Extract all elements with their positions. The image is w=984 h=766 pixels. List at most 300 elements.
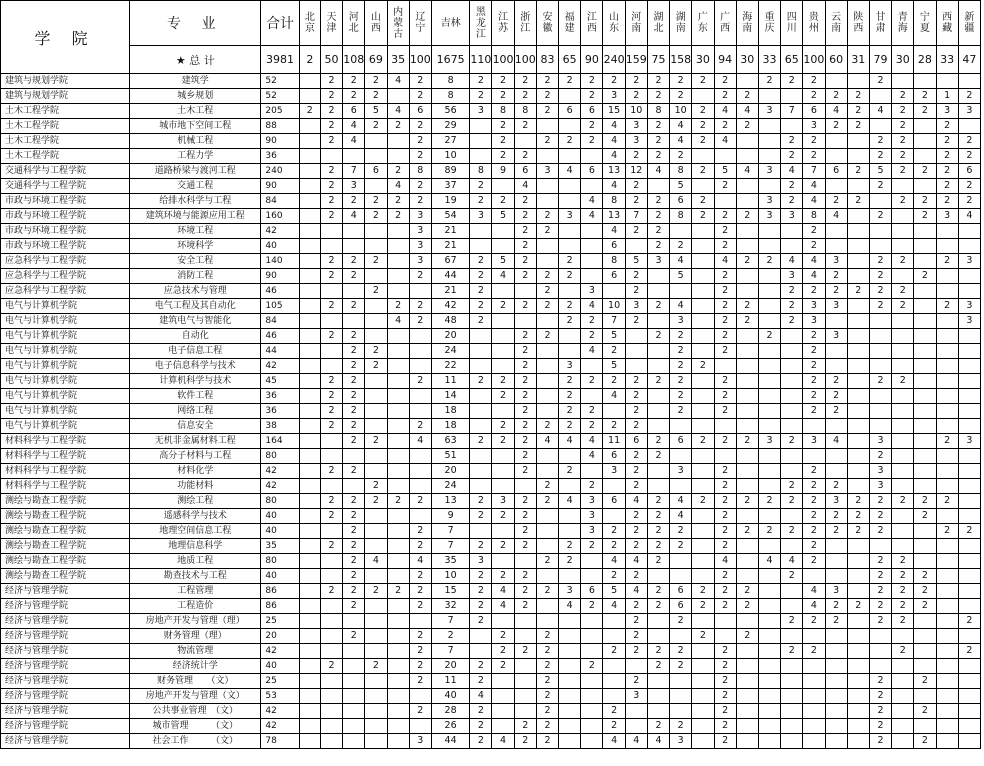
quota-cell: 2 [365, 74, 387, 89]
quota-cell: 2 [514, 719, 536, 734]
quota-cell: 2 [536, 674, 558, 689]
table-row [1, 689, 981, 704]
quota-cell: 2 [409, 584, 431, 599]
quota-cell [492, 614, 514, 629]
quota-cell [647, 419, 669, 434]
quota-cell: 2 [409, 299, 431, 314]
quota-cell [958, 704, 980, 719]
quota-cell: 2 [647, 449, 669, 464]
quota-cell [958, 494, 980, 509]
quota-cell: 2 [914, 104, 936, 119]
quota-cell [914, 119, 936, 134]
quota-cell: 2 [320, 164, 342, 179]
quota-cell: 4 [514, 179, 536, 194]
quota-cell [736, 539, 758, 554]
quota-cell [387, 149, 409, 164]
college-cell: 经济与管理学院 [1, 734, 130, 749]
quota-cell: 2 [492, 134, 514, 149]
quota-cell: 10 [670, 104, 692, 119]
quota-cell: 2 [869, 149, 891, 164]
total-cell: 44 [261, 344, 299, 359]
quota-cell [958, 74, 980, 89]
quota-cell [387, 524, 409, 539]
quota-cell: 2 [692, 209, 714, 224]
quota-cell [958, 224, 980, 239]
quota-cell: 2 [581, 419, 603, 434]
college-cell: 经济与管理学院 [1, 704, 130, 719]
quota-cell: 2 [825, 479, 847, 494]
quota-cell: 2 [343, 269, 365, 284]
quota-cell: 2 [514, 374, 536, 389]
quota-cell: 2 [914, 599, 936, 614]
quota-cell: 2 [387, 194, 409, 209]
total-cell: 36 [261, 149, 299, 164]
quota-cell [758, 314, 780, 329]
quota-cell [736, 404, 758, 419]
quota-cell [736, 704, 758, 719]
quota-cell: 2 [647, 134, 669, 149]
quota-cell [470, 644, 492, 659]
quota-cell: 2 [625, 419, 647, 434]
quota-cell [847, 584, 869, 599]
quota-cell: 2 [714, 524, 736, 539]
quota-cell [847, 554, 869, 569]
quota-cell: 2 [320, 329, 342, 344]
quota-cell: 2 [581, 134, 603, 149]
quota-cell: 2 [470, 179, 492, 194]
quota-cell: 2 [781, 644, 803, 659]
quota-cell: 2 [869, 584, 891, 599]
quota-cell: 2 [936, 164, 958, 179]
quota-cell [299, 344, 320, 359]
quota-cell [492, 704, 514, 719]
quota-cell: 2 [803, 134, 825, 149]
quota-cell: 2 [892, 584, 914, 599]
major-cell: 交通工程 [130, 179, 261, 194]
college-cell: 电气与计算机学院 [1, 344, 130, 359]
quota-cell: 2 [736, 584, 758, 599]
quota-cell [958, 659, 980, 674]
quota-cell [625, 344, 647, 359]
quota-cell: 2 [536, 584, 558, 599]
quota-cell [387, 239, 409, 254]
quota-cell: 2 [914, 269, 936, 284]
quota-cell [320, 704, 342, 719]
quota-cell [299, 404, 320, 419]
quota-cell: 2 [869, 299, 891, 314]
quota-cell: 4 [736, 164, 758, 179]
quota-cell [869, 629, 891, 644]
quota-cell: 2 [365, 209, 387, 224]
quota-cell: 2 [559, 314, 581, 329]
quota-cell: 3 [825, 494, 847, 509]
table-row [1, 509, 981, 524]
quota-cell: 6 [670, 584, 692, 599]
quota-cell [387, 704, 409, 719]
province-header: 贵州 [803, 1, 825, 46]
quota-cell [299, 329, 320, 344]
quota-cell: 2 [387, 209, 409, 224]
quota-cell: 2 [670, 239, 692, 254]
quota-cell: 2 [869, 179, 891, 194]
quota-cell: 3 [492, 494, 514, 509]
province-total: 100 [409, 46, 431, 74]
quota-cell [758, 539, 780, 554]
province-header: 吉林 [431, 1, 469, 46]
quota-cell: 8 [492, 104, 514, 119]
quota-cell [692, 344, 714, 359]
quota-cell [736, 569, 758, 584]
quota-cell: 2 [625, 464, 647, 479]
quota-cell: 2 [470, 434, 492, 449]
quota-cell: 28 [431, 704, 469, 719]
quota-cell [803, 674, 825, 689]
quota-cell: 2 [409, 539, 431, 554]
quota-cell [781, 239, 803, 254]
quota-cell: 6 [559, 104, 581, 119]
quota-cell: 2 [514, 254, 536, 269]
quota-cell [914, 539, 936, 554]
quota-cell: 2 [647, 149, 669, 164]
quota-cell [758, 674, 780, 689]
quota-cell [781, 719, 803, 734]
quota-cell [581, 719, 603, 734]
quota-cell: 2 [714, 584, 736, 599]
quota-cell [803, 704, 825, 719]
quota-cell [892, 359, 914, 374]
quota-cell: 4 [758, 554, 780, 569]
quota-cell: 2 [514, 644, 536, 659]
quota-cell: 2 [736, 209, 758, 224]
quota-cell: 2 [781, 194, 803, 209]
quota-cell: 3 [409, 224, 431, 239]
quota-cell: 2 [343, 359, 365, 374]
quota-cell [892, 464, 914, 479]
quota-cell: 2 [803, 389, 825, 404]
quota-cell: 48 [431, 314, 469, 329]
major-cell: 城市管理 （文） [130, 719, 261, 734]
quota-cell: 2 [892, 644, 914, 659]
quota-cell [581, 644, 603, 659]
quota-cell [299, 719, 320, 734]
quota-cell [492, 284, 514, 299]
quota-cell [387, 539, 409, 554]
quota-cell: 2 [825, 119, 847, 134]
quota-cell: 2 [536, 719, 558, 734]
major-cell: 环境科学 [130, 239, 261, 254]
quota-cell [365, 719, 387, 734]
major-cell: 勘查技术与工程 [130, 569, 261, 584]
quota-cell [936, 614, 958, 629]
quota-cell: 2 [559, 539, 581, 554]
quota-cell: 4 [603, 224, 625, 239]
quota-cell [847, 644, 869, 659]
quota-cell: 2 [559, 419, 581, 434]
quota-cell [892, 509, 914, 524]
table-row [1, 209, 981, 224]
quota-cell [958, 344, 980, 359]
major-cell: 工程力学 [130, 149, 261, 164]
province-total: 94 [714, 46, 736, 74]
total-cell: 84 [261, 194, 299, 209]
quota-cell: 2 [825, 524, 847, 539]
quota-cell [736, 329, 758, 344]
quota-cell: 2 [892, 119, 914, 134]
quota-cell: 7 [603, 314, 625, 329]
quota-cell [536, 149, 558, 164]
quota-cell: 20 [431, 659, 469, 674]
quota-cell: 1 [936, 89, 958, 104]
province-total: 1675 [431, 46, 469, 74]
quota-cell [892, 404, 914, 419]
quota-cell [914, 644, 936, 659]
quota-cell [514, 134, 536, 149]
quota-cell: 2 [492, 119, 514, 134]
quota-cell: 4 [581, 209, 603, 224]
quota-cell [387, 224, 409, 239]
quota-cell: 2 [847, 524, 869, 539]
quota-cell: 4 [670, 134, 692, 149]
quota-cell: 2 [470, 659, 492, 674]
quota-cell: 2 [847, 494, 869, 509]
quota-cell: 3 [958, 434, 980, 449]
quota-cell [514, 689, 536, 704]
quota-cell [647, 314, 669, 329]
quota-cell [514, 629, 536, 644]
major-cell: 财务管理（理） [130, 629, 261, 644]
quota-cell [670, 569, 692, 584]
total-cell: 42 [261, 224, 299, 239]
table-row [1, 74, 981, 89]
total-cell: 240 [261, 164, 299, 179]
quota-cell [492, 404, 514, 419]
quota-cell: 2 [892, 614, 914, 629]
quota-cell: 2 [409, 89, 431, 104]
quota-cell [409, 689, 431, 704]
major-cell: 工程管理 [130, 584, 261, 599]
quota-cell: 2 [647, 554, 669, 569]
quota-cell [736, 734, 758, 749]
quota-cell [387, 629, 409, 644]
quota-cell [736, 374, 758, 389]
province-total: 31 [847, 46, 869, 74]
quota-cell: 2 [714, 74, 736, 89]
quota-cell: 7 [803, 164, 825, 179]
quota-cell: 2 [714, 119, 736, 134]
quota-cell: 10 [603, 299, 625, 314]
province-header: 广西 [714, 1, 736, 46]
quota-cell [692, 524, 714, 539]
quota-cell: 2 [536, 89, 558, 104]
quota-cell [492, 719, 514, 734]
quota-cell [892, 209, 914, 224]
quota-cell: 2 [365, 254, 387, 269]
quota-cell [781, 599, 803, 614]
quota-cell [365, 629, 387, 644]
quota-cell [914, 74, 936, 89]
quota-cell [320, 149, 342, 164]
table-row [1, 149, 981, 164]
quota-cell [914, 434, 936, 449]
quota-cell [409, 614, 431, 629]
quota-cell: 2 [409, 179, 431, 194]
quota-cell: 2 [692, 104, 714, 119]
quota-cell [736, 689, 758, 704]
quota-cell: 3 [670, 464, 692, 479]
quota-cell [492, 674, 514, 689]
quota-cell [320, 734, 342, 749]
quota-cell [758, 284, 780, 299]
quota-cell: 12 [625, 164, 647, 179]
quota-cell: 2 [603, 704, 625, 719]
quota-cell [936, 464, 958, 479]
quota-cell [409, 449, 431, 464]
quota-cell: 2 [714, 179, 736, 194]
quota-cell [847, 704, 869, 719]
quota-cell [781, 449, 803, 464]
quota-cell: 2 [892, 494, 914, 509]
quota-cell: 2 [803, 479, 825, 494]
quota-cell: 2 [714, 224, 736, 239]
quota-cell [758, 359, 780, 374]
quota-cell: 2 [470, 314, 492, 329]
total-cell: 86 [261, 584, 299, 599]
quota-cell [847, 404, 869, 419]
quota-cell: 2 [825, 599, 847, 614]
quota-cell [492, 524, 514, 539]
quota-cell [869, 344, 891, 359]
quota-cell: 9 [431, 509, 469, 524]
quota-cell [781, 89, 803, 104]
quota-cell: 15 [603, 104, 625, 119]
quota-cell: 4 [492, 584, 514, 599]
quota-cell [299, 254, 320, 269]
quota-cell: 2 [365, 494, 387, 509]
quota-cell: 2 [514, 389, 536, 404]
quota-cell [299, 359, 320, 374]
quota-cell: 6 [670, 194, 692, 209]
province-header: 河北 [343, 1, 365, 46]
quota-cell: 6 [825, 164, 847, 179]
quota-cell: 2 [869, 734, 891, 749]
province-header: 辽宁 [409, 1, 431, 46]
quota-cell: 4 [869, 104, 891, 119]
quota-cell: 2 [847, 104, 869, 119]
quota-cell [647, 629, 669, 644]
quota-cell: 3 [470, 104, 492, 119]
quota-cell [343, 239, 365, 254]
quota-cell [343, 314, 365, 329]
quota-cell [536, 614, 558, 629]
quota-cell [781, 659, 803, 674]
quota-cell: 2 [892, 89, 914, 104]
province-header: 内蒙古 [387, 1, 409, 46]
quota-cell [847, 464, 869, 479]
quota-cell [365, 329, 387, 344]
quota-cell: 2 [625, 524, 647, 539]
quota-cell: 5 [625, 254, 647, 269]
quota-cell [758, 179, 780, 194]
quota-cell [320, 479, 342, 494]
major-cell: 环境工程 [130, 224, 261, 239]
quota-cell [869, 194, 891, 209]
quota-cell: 2 [803, 554, 825, 569]
quota-cell: 2 [603, 344, 625, 359]
table-row [1, 449, 981, 464]
quota-cell: 4 [492, 269, 514, 284]
quota-cell [320, 719, 342, 734]
major-cell: 经济统计学 [130, 659, 261, 674]
quota-cell [299, 644, 320, 659]
quota-cell [914, 719, 936, 734]
quota-cell [914, 239, 936, 254]
quota-cell [559, 179, 581, 194]
quota-cell: 3 [869, 464, 891, 479]
quota-cell [869, 389, 891, 404]
quota-cell: 2 [492, 89, 514, 104]
quota-cell: 2 [343, 464, 365, 479]
quota-cell [409, 359, 431, 374]
quota-cell: 3 [958, 104, 980, 119]
quota-cell [387, 434, 409, 449]
quota-cell [914, 284, 936, 299]
quota-cell: 2 [320, 509, 342, 524]
province-total: 47 [958, 46, 980, 74]
quota-cell [692, 704, 714, 719]
quota-cell: 3 [409, 209, 431, 224]
quota-cell: 2 [670, 524, 692, 539]
quota-cell [758, 704, 780, 719]
quota-cell [758, 449, 780, 464]
province-total: 33 [758, 46, 780, 74]
table-row [1, 419, 981, 434]
college-cell: 应急科学与工程学院 [1, 284, 130, 299]
quota-cell: 51 [431, 449, 469, 464]
quota-cell [692, 659, 714, 674]
major-cell: 给排水科学与工程 [130, 194, 261, 209]
quota-cell: 2 [892, 284, 914, 299]
quota-cell: 5 [603, 584, 625, 599]
quota-cell: 2 [387, 164, 409, 179]
quota-cell: 4 [625, 584, 647, 599]
quota-cell [869, 404, 891, 419]
quota-cell [892, 224, 914, 239]
quota-cell [958, 419, 980, 434]
quota-cell: 63 [431, 434, 469, 449]
grand-total: 3981 [261, 46, 299, 74]
quota-cell: 2 [320, 254, 342, 269]
quota-cell: 7 [343, 164, 365, 179]
quota-cell [736, 644, 758, 659]
quota-cell [847, 224, 869, 239]
quota-cell [825, 674, 847, 689]
province-header: 广东 [692, 1, 714, 46]
quota-cell [559, 89, 581, 104]
quota-cell [936, 404, 958, 419]
quota-cell: 2 [892, 374, 914, 389]
major-cell: 无机非金属材料工程 [130, 434, 261, 449]
quota-cell [470, 404, 492, 419]
quota-cell [603, 674, 625, 689]
quota-cell [559, 224, 581, 239]
quota-cell [758, 269, 780, 284]
quota-cell [781, 389, 803, 404]
quota-cell [936, 389, 958, 404]
quota-cell [692, 449, 714, 464]
quota-cell [936, 344, 958, 359]
quota-cell [825, 569, 847, 584]
quota-cell [936, 449, 958, 464]
